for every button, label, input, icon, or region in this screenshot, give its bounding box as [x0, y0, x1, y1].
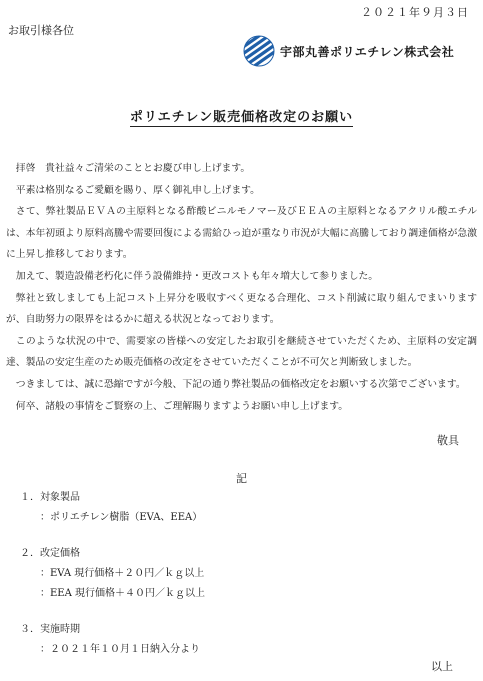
document-title — [0, 106, 483, 125]
price-eea: ：EEA 現行価格＋４０円／ｋｇ以上 — [40, 588, 205, 599]
body-paragraph: つきましては、誠に恐縮ですが今般、下記の通り弊社製品の価格改定をお願いする次第でございます。 — [15, 378, 466, 390]
body-paragraph: 拝啓 貴社益々ご清栄のこととお慶び申し上げます。 — [15, 163, 251, 174]
body-paragraph: さて、弊社製品ＥＶＡの主原料となる酢酸ビニルモノマー及びＥＥＡの主原料となるアクリル酸エチルは、本年初頭より原料高騰や需要回復による需給ひっ迫が重なり市況が大幅に高騰しており調達価格が急激に上昇し推移しております。 — [6, 206, 477, 261]
date-heading: ３．実施時期 — [20, 624, 80, 635]
product-value: ：ポリエチレン樹脂（EVA、EEA） — [40, 512, 203, 523]
price-heading: ２．改定価格 — [20, 548, 80, 559]
closing-keigu: 敬具 — [437, 434, 459, 447]
body-paragraph: このような状況の中で、需要家の皆様への安定したお取引を継続させていただくため、主原料の安定調達、製品の安定生産のため販売価格の改定をさせていただくことが不可欠と判断致しました。 — [6, 335, 477, 369]
document-title-text: ポリエチレン販売価格改定のお願い — [129, 110, 354, 125]
closing-ijo: 以上 — [431, 660, 453, 673]
ki-heading: 記 — [236, 472, 247, 485]
company-name: 宇部丸善ポリエチレン株式会社 — [280, 44, 455, 59]
document-date: ２０２１年９月３日 — [361, 6, 469, 19]
price-eva: ：EVA 現行価格＋２０円／ｋｇ以上 — [40, 568, 205, 579]
letter-body — [6, 158, 477, 417]
body-paragraph: 弊社と致しましても上記コスト上昇分を吸収すべく更なる合理化、コスト削減に取り組んでまいりますが、自助努力の限界をはるかに超える状況となっております。 — [6, 292, 477, 326]
company-logo-icon — [242, 34, 276, 68]
date-value: ：２０２１年１０月１日納入分より — [40, 644, 200, 655]
body-paragraph: 何卒、諸般の事情をご賢察の上、ご理解賜りますようお願い申し上げます。 — [15, 400, 349, 412]
company-block — [242, 34, 454, 68]
addressee: お取引様各位 — [8, 24, 74, 37]
product-heading: １．対象製品 — [20, 492, 80, 503]
body-paragraph: 加えて、製造設備老朽化に伴う設備維持・更改コストも年々増大して参りました。 — [15, 270, 379, 282]
body-paragraph: 平素は格別なるご愛顧を賜り、厚く御礼申し上げます。 — [15, 184, 260, 196]
